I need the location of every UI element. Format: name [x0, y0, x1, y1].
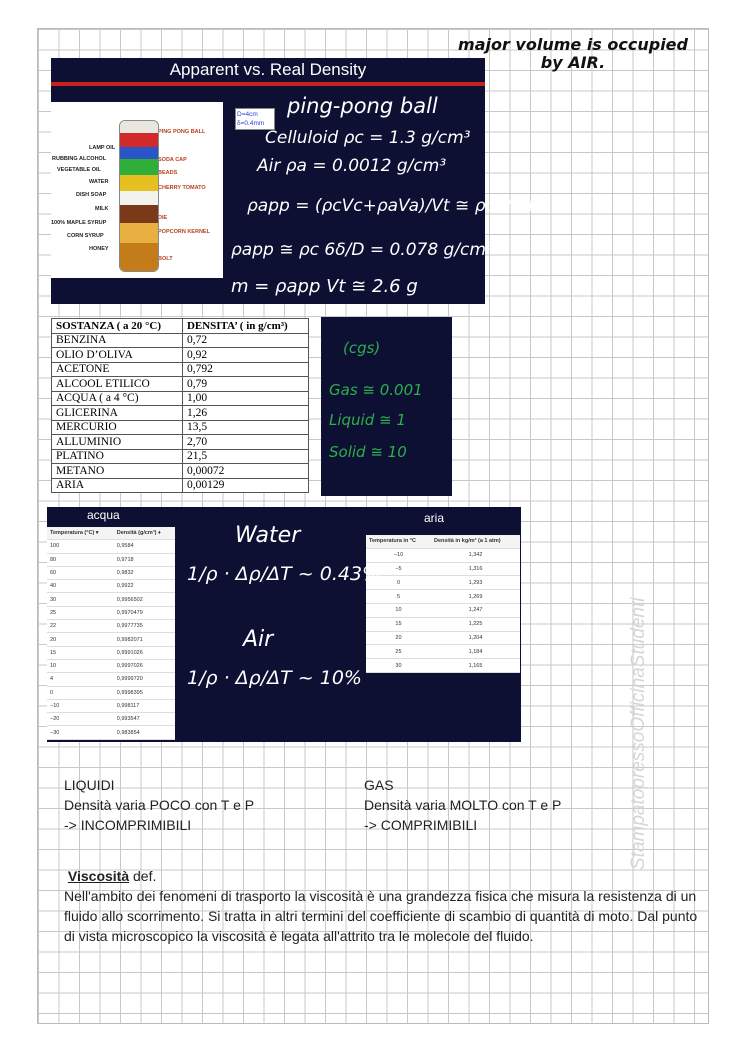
cell-name: MERCURIO	[52, 420, 183, 435]
cell-temp: 15	[47, 646, 114, 659]
slide1-line-6: m = ρapp Vt ≅ 2.6 g	[231, 276, 418, 297]
cell-temp: −30	[47, 726, 114, 739]
cell-density: 0,9584	[114, 540, 175, 553]
cgs-solid: Solid ≅ 10	[329, 443, 407, 461]
viscosita-def: def.	[129, 868, 157, 884]
cell-name: ALCOOL ETILICO	[52, 377, 183, 392]
slide1-line-2: Celluloid ρc = 1.3 g/cm³	[265, 128, 471, 148]
cell-temp: 60	[47, 566, 114, 579]
density-column	[119, 120, 159, 272]
table-header	[52, 319, 309, 334]
label-rubbing-alcohol: RUBBING ALCOHOL	[52, 156, 107, 162]
cell-temp: 0	[366, 576, 431, 590]
water-title: Water	[235, 523, 301, 548]
table-row	[47, 580, 175, 593]
header-dens: Densità in kg/m³ (a 1 atm)	[431, 535, 520, 548]
liquidi-line: Densità varia POCO con T e P	[64, 797, 255, 813]
table-row	[366, 617, 520, 631]
viscosita-text: Nell'ambito dei fenomeni di trasporto la viscosità è una grandezza fisica che misura la resistenza di un fluido allo scorrimento. Si tratta in altri termini del coefficiente di scambio di quantità di moto. Dal punto di vista microscopico la viscosità è legata all'attrito tra le molecole del fluido.	[64, 888, 698, 944]
table-row	[47, 606, 175, 619]
cell-temp: 30	[47, 593, 114, 606]
table-row	[52, 333, 309, 348]
cgs-gas: Gas ≅ 0.001	[329, 381, 423, 399]
table-row	[366, 562, 520, 576]
cell-temp: 40	[47, 580, 114, 593]
cell-density: 0,9997026	[114, 659, 175, 672]
handwritten-note	[458, 36, 688, 72]
label-maple-syrup: 100% MAPLE SYRUP	[51, 220, 107, 226]
label-soda-cap: SODA CAP	[158, 157, 187, 163]
slide1-line-1: ping-pong ball	[287, 94, 438, 118]
table-row	[52, 435, 309, 450]
cell-name: ALLUMINIO	[52, 435, 183, 450]
gas-block	[364, 775, 561, 835]
cell-temp: 5	[366, 590, 431, 604]
air-density-table	[366, 535, 520, 673]
slide1-line-5: ρapp ≅ ρc 6δ/D = 0.078 g/cm³	[231, 240, 493, 260]
cell-density: 1,316	[431, 562, 520, 576]
cell-name: ACQUA ( a 4 °C)	[52, 391, 183, 406]
gas-result: -> COMPRIMIBILI	[364, 817, 478, 833]
label-ping-pong: PING PONG BALL	[158, 129, 206, 135]
cell-density: 1,225	[431, 617, 520, 631]
table-row	[47, 699, 175, 712]
table-row	[47, 593, 175, 606]
cell-density: 0,9991026	[114, 646, 175, 659]
label-bolt: BOLT	[158, 256, 173, 262]
liquidi-result: -> INCOMPRIMIBILI	[64, 817, 192, 833]
water-density-table	[47, 527, 175, 740]
cell-density: 0,993547	[114, 713, 175, 726]
cell-temp: −20	[47, 713, 114, 726]
table-row	[47, 646, 175, 659]
table-row	[52, 391, 309, 406]
density-table	[51, 318, 309, 493]
cell-temp: 4	[47, 673, 114, 686]
cell-name: PLATINO	[52, 449, 183, 464]
cell-density: 0,9956502	[114, 593, 175, 606]
cell-density: 1,269	[431, 590, 520, 604]
table-row	[366, 603, 520, 617]
viscosita-heading: Viscosità	[67, 868, 130, 884]
density-slide	[51, 58, 546, 304]
cell-density: 0,9998395	[114, 686, 175, 699]
label-cherry-tomato: CHERRY TOMATO	[158, 185, 206, 191]
title-underline	[51, 82, 485, 86]
slide-title: Apparent vs. Real Density	[51, 58, 485, 82]
cell-value: 1,00	[182, 391, 308, 406]
header-temp: Temperatura in °C	[366, 535, 431, 548]
table-row	[47, 686, 175, 699]
cell-value: 0,792	[182, 362, 308, 377]
cell-value: 21,5	[182, 449, 308, 464]
label-popcorn: POPCORN KERNEL	[158, 229, 210, 235]
table-row	[47, 713, 175, 726]
cell-temp: 25	[47, 606, 114, 619]
cell-density: 0,9832	[114, 566, 175, 579]
table-row	[47, 566, 175, 579]
table-row	[47, 659, 175, 672]
cell-temp: −10	[366, 548, 431, 562]
cell-temp: 0	[47, 686, 114, 699]
table-row	[52, 478, 309, 493]
cell-value: 0,72	[182, 333, 308, 348]
cgs-title: (cgs)	[343, 339, 381, 357]
table-row	[47, 726, 175, 739]
cell-density: 0,9982071	[114, 633, 175, 646]
label-vegetable-oil: VEGETABLE OIL	[57, 167, 101, 173]
label-water: WATER	[89, 179, 109, 185]
cell-value: 1,26	[182, 406, 308, 421]
table-row	[52, 449, 309, 464]
table-row	[47, 673, 175, 686]
table-row	[47, 633, 175, 646]
table-header	[366, 535, 520, 548]
cell-temp: 22	[47, 620, 114, 633]
table-row	[366, 590, 520, 604]
cell-temp: 15	[366, 617, 431, 631]
table-row	[366, 548, 520, 562]
liquidi-title: LIQUIDI	[64, 777, 115, 793]
cell-density: 0,9970479	[114, 606, 175, 619]
cell-value: 0,79	[182, 377, 308, 392]
cell-density: 0,998117	[114, 699, 175, 712]
cell-density: 1,247	[431, 603, 520, 617]
cell-temp: −10	[47, 699, 114, 712]
cell-density: 1,342	[431, 548, 520, 562]
cell-density: 0,9977735	[114, 620, 175, 633]
cell-temp: 80	[47, 553, 114, 566]
header-temp: Temperatura (°C) ▾	[47, 527, 114, 540]
aria-label: aria	[424, 511, 445, 525]
label-lamp-oil: LAMP OIL	[89, 145, 116, 151]
cell-density: 1,293	[431, 576, 520, 590]
table-row	[366, 659, 520, 673]
cell-temp: 10	[366, 603, 431, 617]
label-dish-soap: DISH SOAP	[76, 192, 107, 198]
cgs-board	[321, 317, 452, 496]
cell-temp: 10	[47, 659, 114, 672]
cell-density: 1,184	[431, 645, 520, 659]
cell-density: 0,9718	[114, 553, 175, 566]
note-line-1: major volume is occupied	[458, 35, 688, 54]
cell-name: ACETONE	[52, 362, 183, 377]
cell-density: 1,204	[431, 631, 520, 645]
density-column-photo	[51, 102, 223, 278]
label-beads: BEADS	[158, 170, 178, 176]
liquidi-block	[64, 775, 254, 835]
table-row	[52, 348, 309, 363]
table-row	[47, 540, 175, 553]
cell-name: GLICERINA	[52, 406, 183, 421]
air-formula: 1/ρ · Δρ/ΔT ~ 10%	[187, 667, 362, 689]
table-row	[52, 377, 309, 392]
table-row	[52, 406, 309, 421]
cell-value: 0,00072	[182, 464, 308, 479]
viscosita-section	[64, 866, 700, 946]
cell-name: METANO	[52, 464, 183, 479]
cgs-liquid: Liquid ≅ 1	[329, 411, 406, 429]
cell-density: 0,9922	[114, 580, 175, 593]
cell-temp: 25	[366, 645, 431, 659]
cell-value: 13,5	[182, 420, 308, 435]
viscosita-heading-line	[64, 866, 700, 886]
cell-name: OLIO D’OLIVA	[52, 348, 183, 363]
table-row	[52, 362, 309, 377]
table-row	[52, 420, 309, 435]
table-row	[366, 576, 520, 590]
cell-density: 0,983854	[114, 726, 175, 739]
cell-name: ARIA	[52, 478, 183, 493]
temperature-slide	[47, 507, 521, 742]
header-dens: Densità (g/cm³) ♦	[114, 527, 175, 540]
table-row	[47, 553, 175, 566]
cell-temp: 20	[366, 631, 431, 645]
cell-temp: 20	[47, 633, 114, 646]
header-sostanza: SOSTANZA ( a 20 °C)	[52, 319, 183, 334]
air-title: Air	[243, 627, 274, 652]
cell-name: BENZINA	[52, 333, 183, 348]
cell-value: 0,92	[182, 348, 308, 363]
cell-temp: 100	[47, 540, 114, 553]
table-row	[366, 645, 520, 659]
table-row	[52, 464, 309, 479]
table-row	[366, 631, 520, 645]
water-formula: 1/ρ · Δρ/ΔT ~ 0.43%	[187, 563, 381, 585]
watermark: StampatopressoOfficinaStudenti	[628, 597, 649, 870]
gas-title: GAS	[364, 777, 394, 793]
cell-temp: −5	[366, 562, 431, 576]
dimension-box: D=4cm δ=0.4mm	[235, 108, 275, 130]
gas-line: Densità varia MOLTO con T e P	[364, 797, 562, 813]
table-row	[47, 620, 175, 633]
table-header	[47, 527, 175, 540]
label-honey: HONEY	[89, 246, 109, 252]
cell-value: 0,00129	[182, 478, 308, 493]
label-milk: MILK	[95, 206, 109, 212]
cell-temp: 30	[366, 659, 431, 673]
slide1-line-4: ρapp = (ρcVc+ρaVa)/Vt ≅ ρc Vc/Vt	[247, 196, 546, 216]
header-densita: DENSITA’ ( in g/cm³)	[182, 319, 308, 334]
note-line-2: by AIR.	[540, 53, 606, 72]
cell-density: 1,165	[431, 659, 520, 673]
cell-value: 2,70	[182, 435, 308, 450]
slide1-line-3: Air ρa = 0.0012 g/cm³	[257, 156, 447, 176]
label-corn-syrup: CORN SYRUP	[67, 233, 104, 239]
acqua-label: acqua	[87, 508, 120, 522]
label-die: DIE	[158, 215, 168, 221]
cell-density: 0,9999720	[114, 673, 175, 686]
